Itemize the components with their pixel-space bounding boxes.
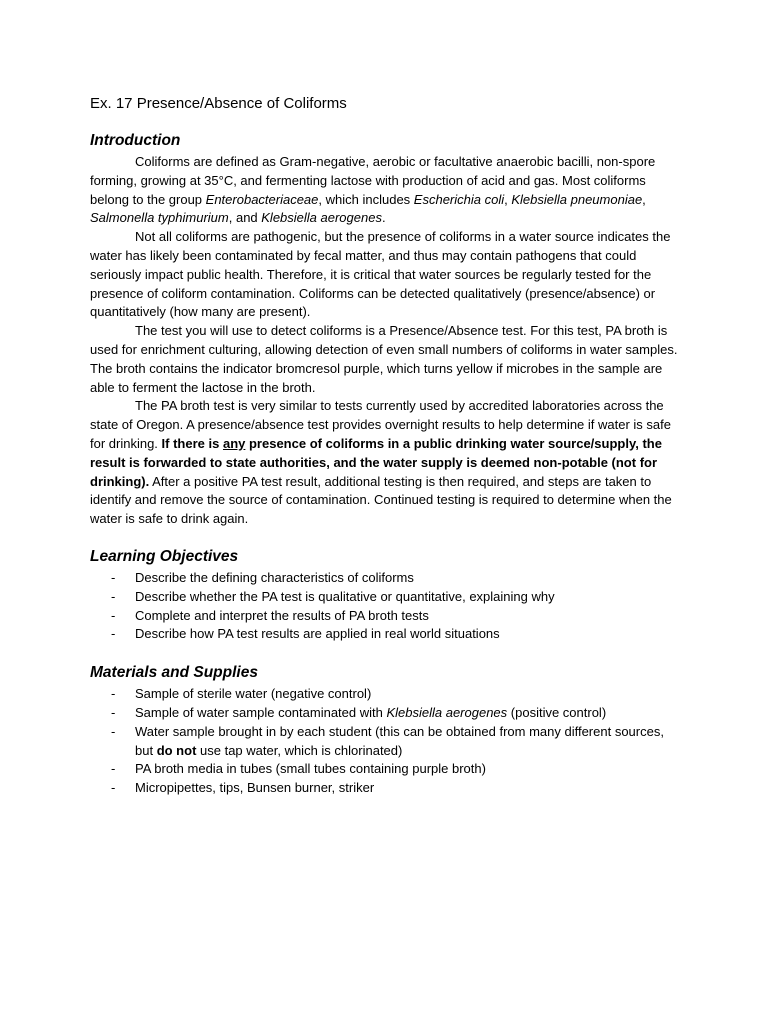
list-item: [90, 588, 682, 607]
bullet-dash: -: [111, 686, 116, 702]
list-item-text: Water sample brought in by each student (this can be obtained from many different sources, but: [135, 723, 664, 758]
list-item-text-suffix: use tap water, which is chlorinated): [196, 742, 403, 758]
list-item: [90, 625, 682, 644]
intro-p1-taxon-kpneumoniae: Klebsiella pneumoniae: [511, 191, 643, 207]
intro-p4-bold-a: If there is: [161, 435, 223, 451]
learning-objectives-list: [90, 569, 682, 644]
list-item: [90, 704, 682, 723]
intro-p1-sep-3: , and: [228, 210, 262, 226]
intro-p1-text-a: Coliforms are defined as Gram-negative, aerobic or facultative anaerobic bacilli, non-spore forming, growing at 35°C, and fermenting lactose with production of acid and gas. Most coliforms belong to the group: [90, 154, 656, 207]
bullet-dash: -: [111, 761, 116, 777]
list-item: [90, 779, 682, 798]
learning-objectives-section: [90, 547, 682, 644]
intro-paragraph-4: [90, 397, 682, 529]
intro-p1-taxon-family: Enterobacteriaceae: [205, 191, 319, 207]
bullet-dash: -: [111, 723, 116, 739]
list-item-text: Describe the defining characteristics of coliforms: [135, 569, 414, 585]
learning-objectives-heading: Learning Objectives: [90, 547, 239, 565]
taxon-kaerogenes: Klebsiella aerogenes: [386, 704, 508, 720]
intro-p4-underlined-any: any: [222, 435, 246, 451]
bullet-dash: -: [111, 588, 116, 604]
list-item-text: Sample of sterile water (negative control): [135, 686, 372, 702]
list-item-text: Micropipettes, tips, Bunsen burner, striker: [135, 780, 375, 796]
intro-p1-text-c: , which includes: [318, 191, 414, 207]
bullet-dash: -: [111, 704, 116, 720]
list-item: [90, 607, 682, 626]
list-item: [90, 723, 682, 761]
intro-p1-period: .: [381, 210, 386, 226]
materials-list: [90, 685, 682, 798]
introduction-section: [90, 131, 682, 529]
list-item: [90, 760, 682, 779]
emphasis-do-not: do not: [156, 742, 197, 758]
intro-p4-bold-b: presence of coliforms in a public drinking water source/supply, the result is forwarded to state authorities, and the water supply is deemed non-potable (not for drinking).: [90, 435, 662, 489]
list-item-text-suffix: (positive control): [507, 704, 607, 720]
materials-heading: Materials and Supplies: [90, 664, 258, 682]
list-item-text: Describe whether the PA test is qualitative or quantitative, explaining why: [135, 588, 555, 604]
intro-paragraph-2: Not all coliforms are pathogenic, but the presence of coliforms in a water source indicates the water has likely been contaminated by fecal matter, and thus may contain pathogens that could seriously impact public health. Therefore, it is critical that water sources be regularly tested for the presence of coliform contamination. Coliforms can be detected qualitatively (presence/absence) or quantitatively (how many are present).: [90, 229, 671, 320]
intro-p4-text-a: The PA broth test is very similar to tests currently used by accredited laboratories across the state of Oregon. A presence/absence test provides overnight results to help determine if water is safe for drinking.: [90, 398, 671, 451]
list-item-text: Sample of water sample contaminated with: [135, 704, 387, 720]
document-title: Ex. 17 Presence/Absence of Coliforms: [90, 95, 347, 112]
bullet-dash: -: [111, 607, 116, 623]
bullet-dash: -: [111, 569, 116, 585]
list-item-text: Complete and interpret the results of PA broth tests: [135, 607, 429, 623]
bullet-dash: -: [111, 780, 116, 796]
intro-paragraph-3: The test you will use to detect coliforms is a Presence/Absence test. For this test, PA broth is used for enrichment culturing, allowing detection of even small numbers of coliforms in water samples. The broth contains the indicator bromcresol purple, which turns yellow if microbes in the sample are able to ferment the lactose in the broth.: [90, 323, 678, 395]
introduction-heading: Introduction: [90, 132, 181, 149]
bullet-dash: -: [111, 626, 116, 642]
intro-p1-taxon-salmonella: Salmonella typhimurium: [90, 210, 229, 226]
intro-p1-sep-1: ,: [504, 191, 512, 207]
intro-p1-taxon-ecoli: Escherichia coli: [413, 191, 505, 207]
materials-section: [90, 663, 682, 798]
list-item-text: PA broth media in tubes (small tubes containing purple broth): [135, 761, 486, 777]
list-item: [90, 569, 682, 588]
intro-paragraph-1: [90, 153, 682, 228]
list-item: [90, 685, 682, 704]
intro-p1-taxon-kaerogenes: Klebsiella aerogenes: [261, 210, 382, 226]
list-item-text: Describe how PA test results are applied in real world situations: [135, 626, 500, 642]
intro-p1-sep-2: ,: [642, 191, 646, 207]
intro-p4-text-e: After a positive PA test result, additional testing is then required, and steps are taken to identify and remove the source of contamination. Continued testing is required to determine when the water is safe to drink again.: [90, 473, 672, 527]
